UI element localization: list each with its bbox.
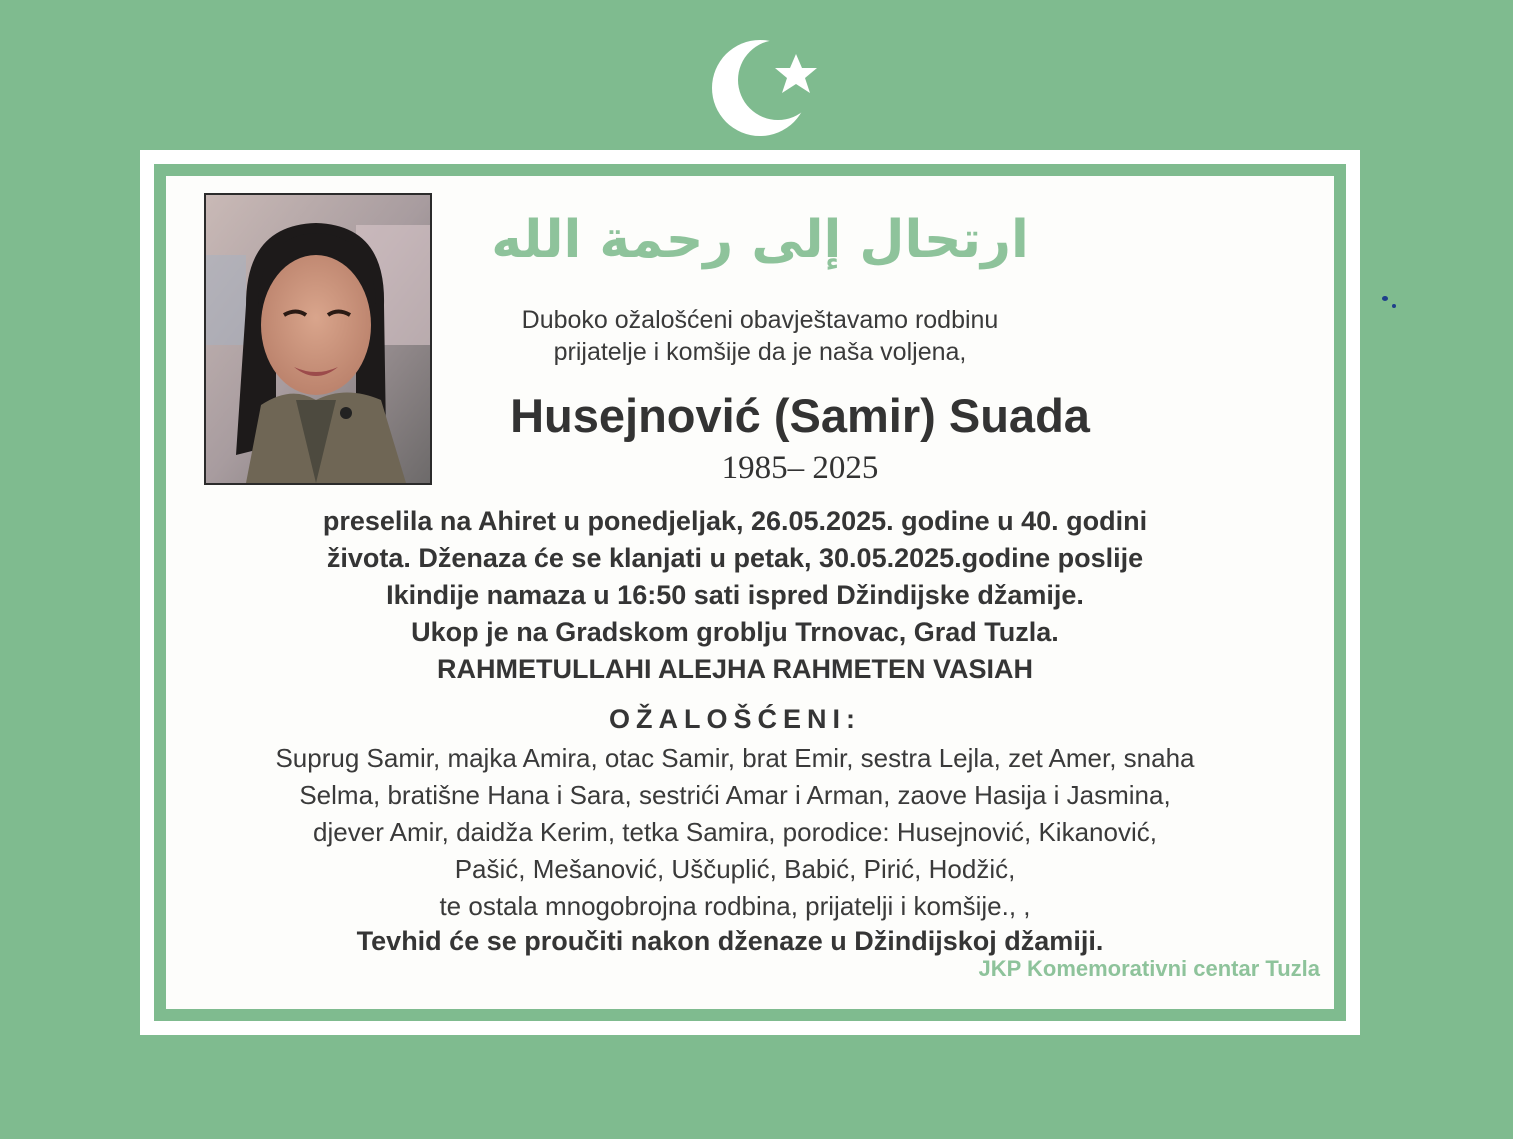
- announcement-line-2: života. Dženaza će se klanjati u petak, 30.05.2025.godine poslije: [326, 543, 1144, 573]
- crescent-star-icon: [706, 40, 836, 140]
- svg-text:ارتحال إلى رحمة الله: ارتحال إلى رحمة الله: [491, 210, 1029, 270]
- mourners-line-4: Pašić, Mešanović, Uščuplić, Babić, Pirić, Hodžić,: [454, 854, 1016, 884]
- ink-speck: [1382, 296, 1388, 301]
- mourners-line-1: Suprug Samir, majka Amira, otac Samir, brat Emir, sestra Lejla, zet Amer, snaha: [275, 743, 1195, 773]
- announcement-line-5: RAHMETULLAHI ALEJHA RAHMETEN VASIAH: [437, 654, 1033, 684]
- ink-speck: [1392, 304, 1396, 308]
- mourners-line-3: djever Amir, daidža Kerim, tetka Samira, porodice: Husejnović, Kikanović,: [313, 817, 1157, 847]
- arabic-calligraphy: [491, 182, 1029, 287]
- deceased-name: Husejnović (Samir) Suada: [510, 389, 1090, 442]
- tevhid-line: Tevhid će se proučiti nakon dženaze u Džindijskoj džamiji.: [356, 926, 1104, 956]
- announcement-line-4: Ukop je na Gradskom groblju Trnovac, Grad Tuzla.: [411, 617, 1059, 647]
- intro-line-1: Duboko ožalošćeni obavještavamo rodbinu: [521, 306, 999, 334]
- portrait-image: [206, 195, 430, 483]
- organization-footer: JKP Komemorativni centar Tuzla: [978, 956, 1320, 981]
- deceased-years: 1985– 2025: [721, 450, 879, 486]
- mourners-line-2: Selma, bratišne Hana i Sara, sestrići Amar i Arman, zaove Hasija i Jasmina,: [299, 780, 1171, 810]
- announcement-line-1: preselila na Ahiret u ponedjeljak, 26.05.2025. godine u 40. godini: [322, 506, 1148, 536]
- intro-line-2: prijatelje i komšije da je naša voljena,: [553, 338, 967, 366]
- announcement-line-3: Ikindije namaza u 16:50 sati ispred Džindijske džamije.: [386, 580, 1084, 610]
- mourners-line-5: te ostala mnogobrojna rodbina, prijatelji i komšije., ,: [439, 891, 1031, 921]
- mourners-heading: OŽALOŠĆENI:: [609, 704, 861, 734]
- portrait-photo: [204, 193, 432, 485]
